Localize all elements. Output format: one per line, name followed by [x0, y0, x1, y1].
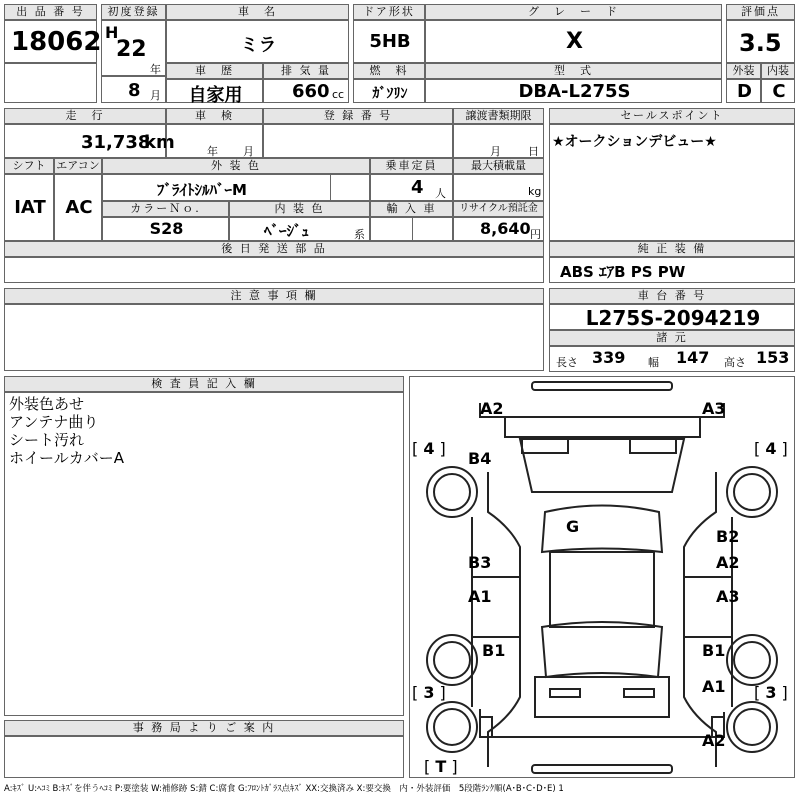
reg-number-cell — [263, 124, 453, 158]
lot-number-blank — [4, 63, 97, 103]
exterior-label: 外装 — [726, 63, 761, 79]
damage-mark: B1 — [702, 641, 726, 660]
equipment-cell — [549, 257, 795, 283]
color-no-label: カラーＮｏ. — [102, 201, 229, 217]
displacement-label: 排 気 量 — [263, 63, 349, 79]
first-reg-year-cell — [101, 20, 166, 76]
equipment-text: ABS ｴｱB PS PW — [560, 263, 686, 281]
length: 339 — [592, 348, 626, 367]
car-outline — [410, 377, 794, 777]
notes-label: 注 意 事 項 欄 — [4, 288, 544, 304]
door-label: ドア形状 — [353, 4, 425, 20]
recycle-label: リサイクル預託金 — [453, 201, 544, 217]
model: DBA-L275S — [518, 81, 631, 102]
displacement: 660 — [292, 81, 330, 102]
int-color-label: 内 装 色 — [229, 201, 370, 217]
lot-number: 18062 — [11, 27, 102, 57]
score-cell — [726, 20, 795, 63]
width: 147 — [676, 348, 710, 367]
length-label: 長さ — [556, 356, 578, 369]
car-history: 自家用 — [188, 85, 243, 106]
inspection-cell — [166, 124, 263, 158]
color-number: S28 — [149, 219, 184, 238]
max-load-unit: kg — [528, 185, 542, 198]
lot-number-label: 出 品 番 号 — [4, 4, 97, 20]
tire-rear-left-score: [ 3 ] — [412, 683, 446, 702]
damage-mark: G — [566, 517, 580, 536]
car-name: ミラ — [240, 35, 277, 56]
inspection-label: 車 検 — [166, 108, 263, 124]
damage-mark: A3 — [716, 587, 740, 606]
import-divider — [412, 217, 453, 241]
later-parts-label: 後 日 発 送 部 品 — [4, 241, 544, 257]
equipment-label: 純 正 装 備 — [549, 241, 795, 257]
sales-point-cell — [549, 124, 795, 241]
chassis-cell — [549, 304, 795, 330]
dims-cell — [549, 346, 795, 372]
door-type: 5HB — [369, 31, 411, 52]
lot-number-cell — [4, 20, 102, 63]
reg-year: 22 — [116, 37, 147, 62]
car-diagram — [409, 376, 795, 778]
capacity-cell — [370, 174, 453, 201]
damage-mark: A2 — [702, 731, 726, 750]
width-label: 幅 — [648, 356, 659, 369]
spare-tire-score: [ T ] — [424, 757, 458, 776]
car-name-label: 車 名 — [166, 4, 349, 20]
interior-color-unit: 系 — [354, 228, 365, 241]
grade: X — [566, 29, 583, 54]
inspector-label: 検 査 員 記 入 欄 — [4, 376, 404, 392]
max-load-label: 最大積載量 — [453, 158, 544, 174]
damage-mark: A1 — [702, 677, 726, 696]
history-label: 車 歴 — [166, 63, 263, 79]
shift-label: シフト — [4, 158, 54, 174]
fuel: ｶﾞｿﾘﾝ — [372, 86, 408, 102]
sales-point-label: セールスポイント — [549, 108, 795, 124]
reg-number-label: 登 録 番 号 — [263, 108, 453, 124]
damage-mark: B2 — [716, 527, 740, 546]
shift-cell — [4, 174, 54, 241]
interior-cell — [761, 79, 795, 103]
chassis-number: L275S-2094219 — [585, 306, 761, 330]
transfer-month-unit: 月 — [490, 145, 501, 158]
inspector-cell — [4, 392, 404, 716]
air-conditioner: AC — [65, 197, 93, 218]
height-label: 高さ — [724, 356, 746, 369]
inspector-line: ホイールカバーA — [9, 449, 124, 467]
grade-label: グ レ ー ド — [425, 4, 722, 20]
inspector-line: シート汚れ — [9, 431, 85, 449]
inspector-line: 外装色あせ — [9, 395, 85, 413]
grade-cell — [425, 20, 722, 63]
shift: IAT — [14, 197, 46, 218]
model-cell — [425, 79, 722, 103]
insp-month-unit: 月 — [243, 145, 254, 158]
recycle-fee: 8,640 — [480, 219, 531, 238]
sales-point-text: ★オークションデビュー★ — [552, 134, 717, 150]
transfer-deadline-cell — [453, 124, 544, 158]
mileage-unit: km — [144, 132, 175, 153]
damage-mark: A1 — [468, 587, 492, 606]
capacity: 4 — [411, 177, 424, 198]
mileage: 31,738 — [81, 132, 151, 153]
recycle-unit: 円 — [530, 228, 541, 241]
damage-mark: A2 — [716, 553, 740, 572]
inspector-line: アンテナ曲り — [9, 413, 99, 431]
first-reg-month-cell — [101, 76, 166, 103]
tire-front-left-score: [ 4 ] — [412, 439, 446, 458]
ac-label: エアコン — [54, 158, 102, 174]
office-cell — [4, 736, 404, 778]
era: H — [105, 23, 119, 42]
tire-front-right-score: [ 4 ] — [754, 439, 788, 458]
score: 3.5 — [739, 29, 782, 57]
later-parts-cell — [4, 257, 544, 283]
year-unit: 年 — [150, 63, 161, 76]
mileage-cell — [4, 124, 175, 158]
interior-label: 内装 — [761, 63, 795, 79]
displacement-cell — [263, 79, 349, 103]
damage-mark: A3 — [702, 399, 726, 418]
damage-mark: B4 — [468, 449, 492, 468]
model-label: 型 式 — [425, 63, 722, 79]
exterior-cell — [726, 79, 761, 103]
height: 153 — [756, 348, 790, 367]
notes-cell — [4, 304, 544, 371]
exterior-grade: D — [737, 81, 752, 102]
legend: A:ｷｽﾞ U:ﾍｺﾐ B:ｷｽﾞを伴うﾍｺﾐ P:要塗装 W:補修跡 S:錆 C:腐食 G:ﾌﾛﾝﾄｶﾞﾗｽ点ｷｽﾞ XX:交換済み X:要交換 内・外装評価 5段階ﾗﾝｸ順(A･B･C･D･E) 1 — [4, 784, 564, 794]
mileage-label: 走 行 — [4, 108, 166, 124]
interior-grade: C — [772, 81, 786, 102]
capacity-unit: 人 — [435, 187, 446, 200]
dims-label: 諸 元 — [549, 330, 795, 346]
ext-color-label: 外 装 色 — [102, 158, 370, 174]
damage-mark: B3 — [468, 553, 492, 572]
int-color-cell — [229, 217, 370, 241]
fuel-label: 燃 料 — [353, 63, 425, 79]
door-cell — [353, 20, 425, 63]
displacement-unit: cc — [332, 88, 345, 101]
transfer-deadline-label: 譲渡書類期限 — [453, 108, 544, 124]
history-cell — [166, 79, 263, 106]
ac-cell — [54, 174, 102, 241]
recycle-cell — [453, 217, 544, 241]
first-reg-label: 初度登録 — [101, 4, 166, 20]
tire-rear-right-score: [ 3 ] — [754, 683, 788, 702]
color-no-cell — [102, 217, 229, 241]
office-label: 事 務 局 よ り ご 案 内 — [4, 720, 404, 736]
exterior-color: ﾌﾞﾗｲﾄｼﾙﾊﾞｰM — [157, 181, 247, 199]
month-unit: 月 — [150, 89, 161, 102]
score-label: 評価点 — [726, 4, 795, 20]
reg-month: 8 — [128, 80, 141, 101]
damage-mark: A2 — [480, 399, 504, 418]
damage-mark: B1 — [482, 641, 506, 660]
car-name-cell — [166, 20, 349, 63]
import-label: 輸 入 車 — [370, 201, 453, 217]
fuel-cell — [353, 79, 425, 103]
capacity-label: 乗車定員 — [370, 158, 453, 174]
insp-year-unit: 年 — [207, 145, 218, 158]
interior-color: ﾍﾞｰｼﾞｭ — [264, 222, 310, 240]
transfer-day-unit: 日 — [528, 145, 539, 158]
max-load-cell — [453, 174, 544, 201]
chassis-label: 車 台 番 号 — [549, 288, 795, 304]
ext-color-divider — [330, 174, 370, 201]
